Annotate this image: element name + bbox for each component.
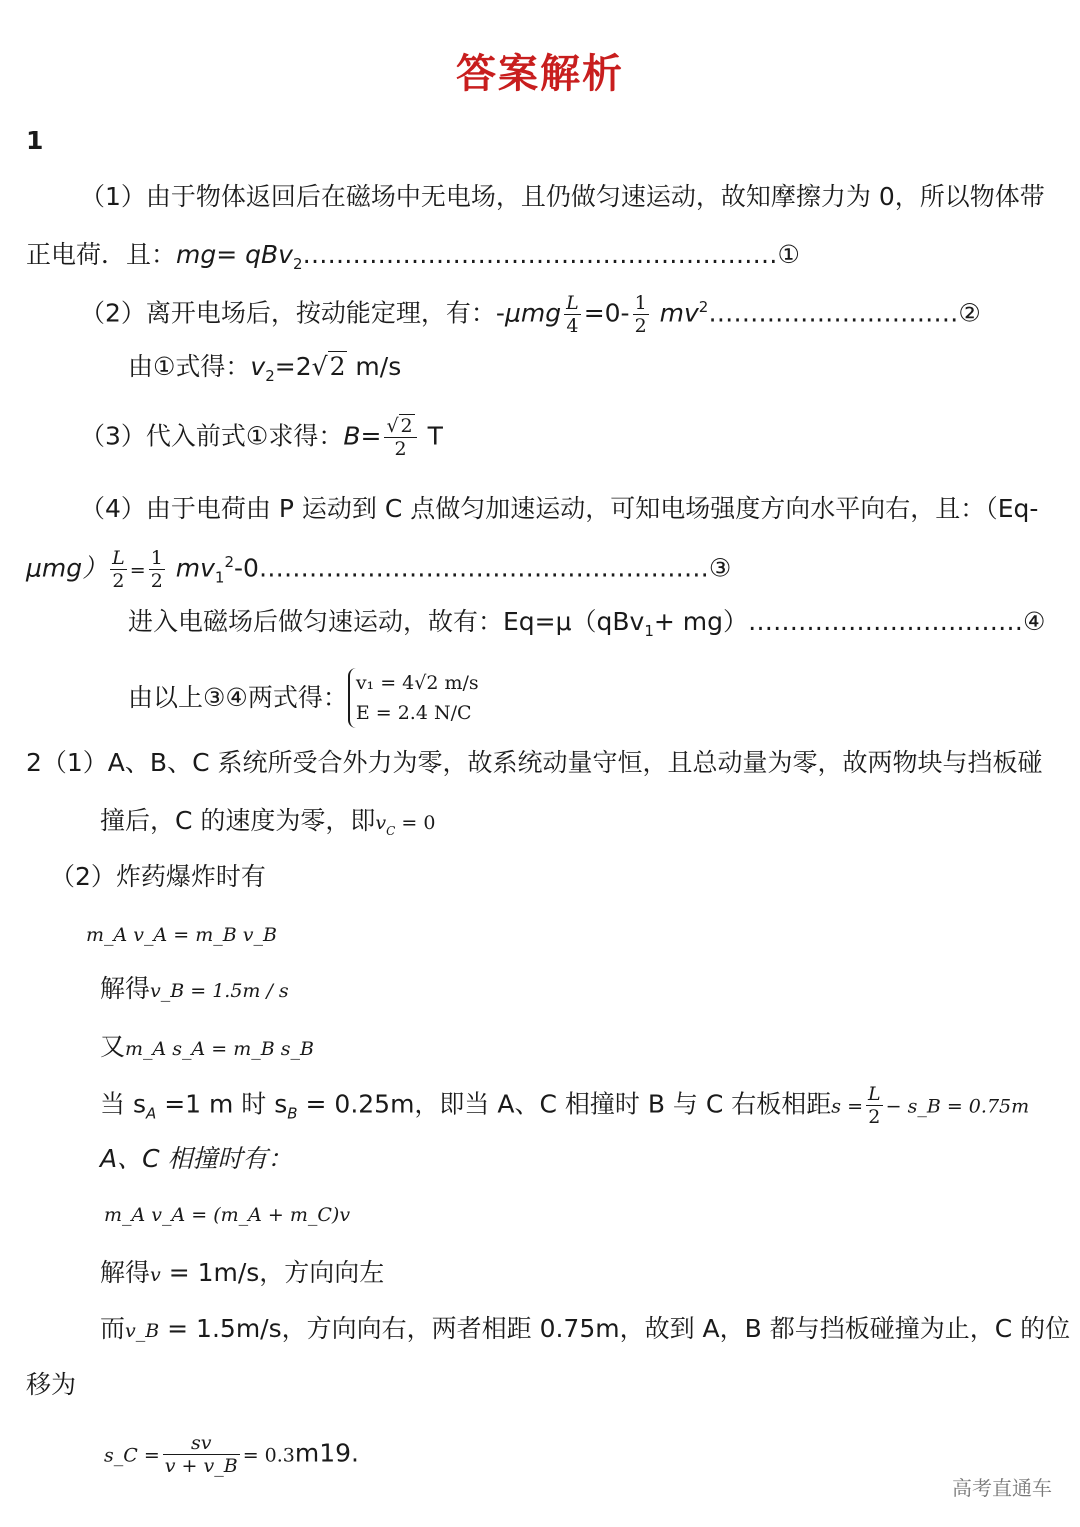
section-1-label: 1 [26,126,44,155]
fraction-sv-over-v-plus-vb: $\frac{sv}{v + v\_B}$ [164,1432,238,1477]
p1-line1: （1）由于物体返回后在磁场中无电场，且仍做匀速运动，故知摩擦力为 0，所以物体带 [80,182,1045,211]
q2-line3: （2）炸药爆炸时有 [50,862,266,891]
p7-line: 由以上③④两式得： v₁ = 4√2 m/s E = 2.4 N/C [128,668,479,728]
p3-line: 由①式得：$v_2=2√2$ m/s [128,352,402,385]
q2-line1: 2（1）A、B、C 系统所受合外力为零，故系统动量守恒，且总动量为零，故两物块与挡板碰 [26,748,1043,777]
q2-solve-vb: 解得v_B = 1.5m / s [100,974,289,1003]
q2-displacement-eq: 又m_A s_A = m_B s_B [100,1032,314,1061]
p2-line: （2）离开电场后，按动能定理，有：-μmg $\frac{L}{4}$ =0- $\frac{1}{2}$ $mv^2\dots\dots\dots\dots\dots\dots\dots\dots\dots\dots ②$ [80,291,981,337]
fraction-1-over-2: $\frac{1}{2}$ [634,291,647,337]
fraction-1-over-2b: $\frac{1}{2}$ [150,546,163,592]
q2-line11: 而v_B = 1.5m/s，方向向右，两者相距 0.75m，故到 A，B 都与挡板碰撞为止，C 的位 [100,1314,1071,1343]
q2-line7: 当 $s_A =1$ m 时 $s_B = 0.25m$，即当 A、C 相撞时 B 与 C 右板相距s = $\frac{L}{2}$ − s_B = 0.75m [100,1083,1030,1128]
p6-line: 进入电磁场后做匀速运动，故有：Eq=μ（qBv$_1$+ mg）……………………………④ [128,607,1046,640]
q2-final-equation: s_C = $\frac{sv}{v + v\_B}$ = 0.3m19. [104,1432,359,1477]
q2-line10: 解得v = 1m/s，方向向左 [100,1258,385,1287]
p5-line2: μmg） $\frac{L}{2}$ = $\frac{1}{2}$ $mv_1^2-0\dots\dots\dots\dots\dots\dots\dots\dots\dots\dots\dots\dots\dots\dots\dots\dots\dots\dots ③$ [26,546,732,592]
page-title: 答案解析 [456,51,624,97]
fraction-L-over-2c: $\frac{L}{2}$ [868,1083,881,1128]
p4-line: （3）代入前式①求得：B= $\frac{√ 2}{2}$ T [80,415,443,460]
q2-line2: 撞后，C 的速度为零，即$v_C = 0$ [100,806,436,838]
p5-line1: （4）由于电荷由 P 运动到 C 点做匀加速运动，可知电场强度方向水平向右，且：（Eq- [80,494,1039,523]
q2-line12: 移为 [26,1370,77,1399]
p1-line2: 正电荷．且：mg= qBv$_2$…………………………………………………① [26,240,800,273]
fraction-L-over-4: $\frac{L}{4}$ [566,291,579,337]
watermark: 高考直通车 [952,1476,1052,1500]
equation-system: v₁ = 4√2 m/s E = 2.4 N/C [348,668,479,728]
fraction-sqrt2-over-2: $\frac{√ 2}{2}$ [384,415,416,460]
fraction-L-over-2: $\frac{L}{2}$ [112,546,125,592]
equation-collision: m_A v_A = (m_A + m_C)v [104,1204,351,1226]
sqrt-2: √2 [311,352,346,381]
q2-line8: A、C 相撞时有： [100,1144,293,1173]
equation-momentum: m_A v_A = m_B v_B [86,924,277,946]
